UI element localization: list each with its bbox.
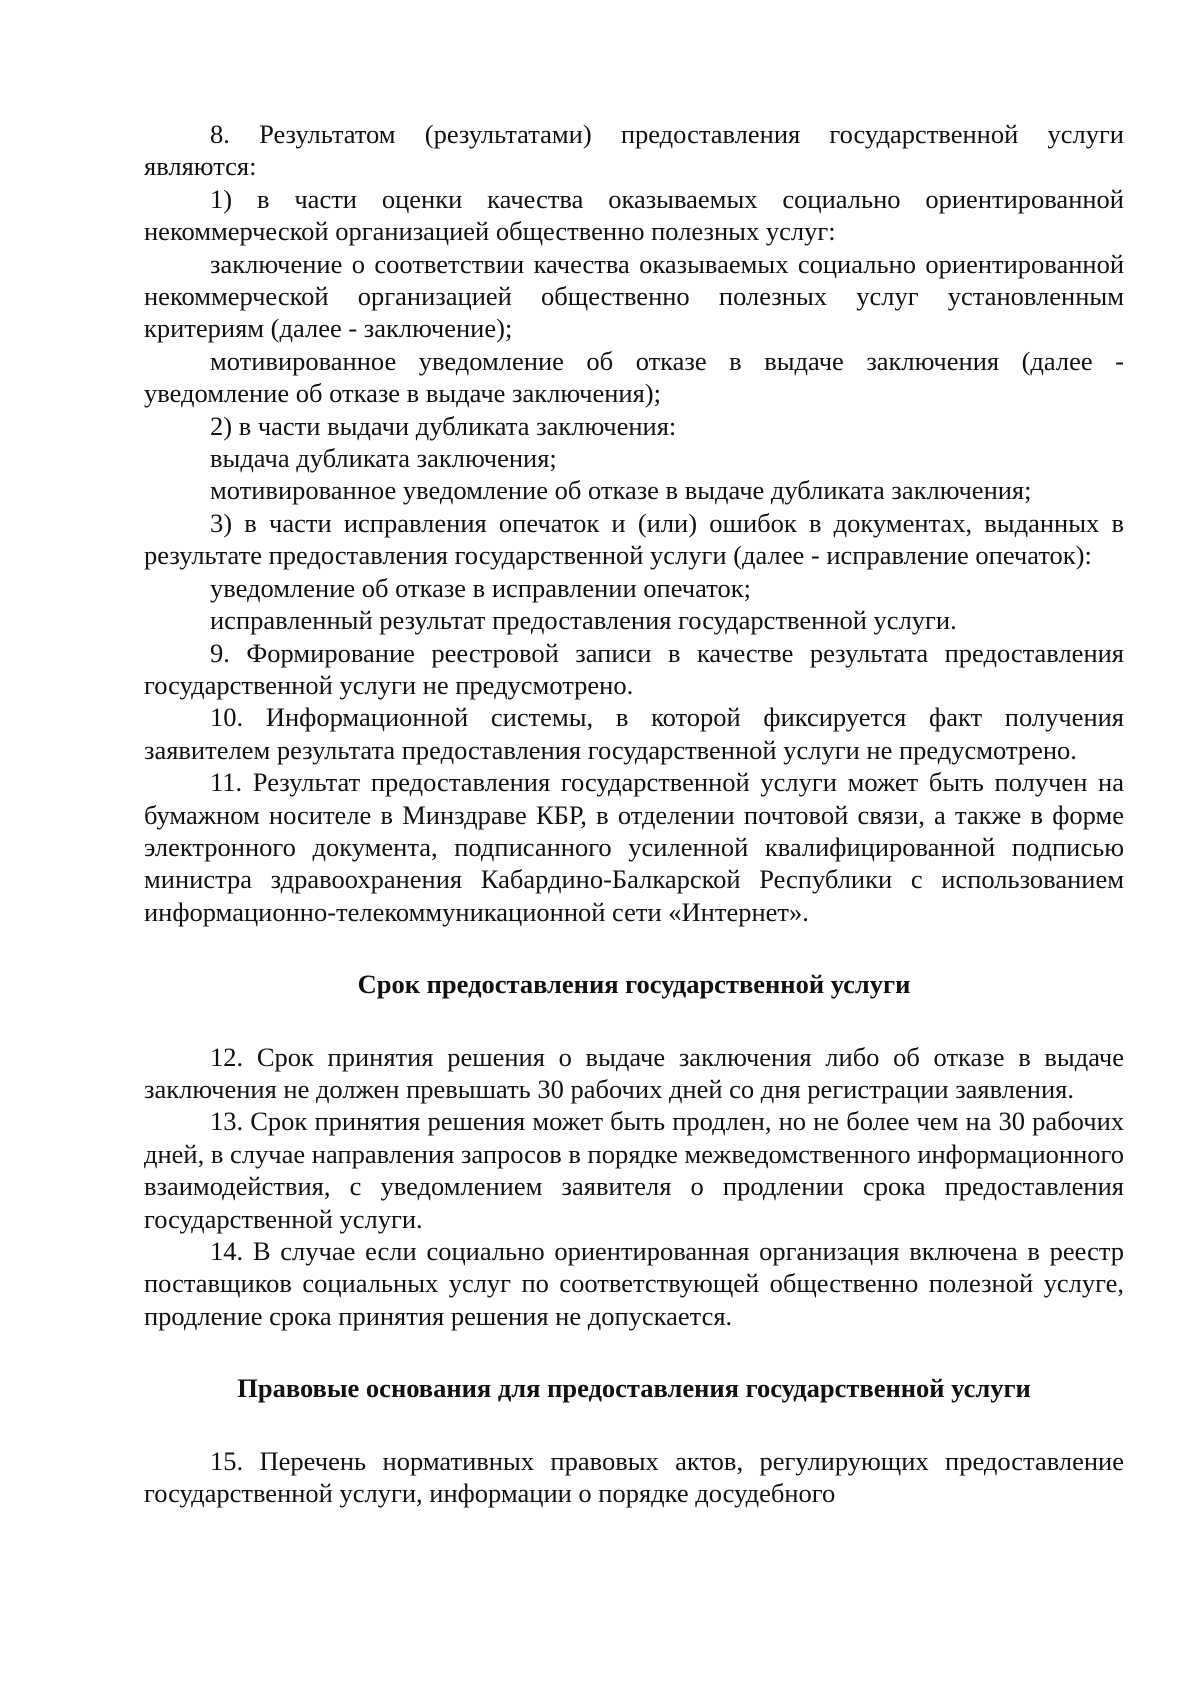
paragraph-8-item-1: 1) в части оценки качества оказываемых социально ориентированной некоммерческой организацией общественно полезных услуг: bbox=[144, 183, 1124, 247]
paragraph-9: 9. Формирование реестровой записи в качестве результата предоставления государственной услуги не предусмотрено. bbox=[144, 637, 1124, 700]
section-heading-term: Срок предоставления государственной услуги bbox=[357, 969, 911, 1000]
paragraph-8-item-3-refusal: уведомление об отказе в исправлении опечаток; bbox=[210, 572, 751, 603]
paragraph-15: 15. Перечень нормативных правовых актов, регулирующих предоставление государственной услуги, информации о порядке досудебного bbox=[144, 1445, 1124, 1509]
spacer bbox=[144, 1405, 1124, 1445]
spacer bbox=[144, 1001, 1124, 1041]
paragraph-10: 10. Информационной системы, в которой фиксируется факт получения заявителем результата предоставления государственной услуги не предусмотрено. bbox=[144, 702, 1124, 765]
paragraph-11: 11. Результат предоставления государственной услуги может быть получен на бумажном носителе в Минздраве КБР, в отделении почтовой связи, а также в форме электронного документа, подписанного усиленной квалифицированной подписью министра здравоохранения Кабардино-Балкарской Республики с использованием информационно-телекоммуникационной сети «Интернет». bbox=[144, 767, 1124, 927]
section-heading-legal-basis: Правовые основания для предоставления государственной услуги bbox=[237, 1373, 1031, 1404]
paragraph-13: 13. Срок принятия решения может быть продлен, но не более чем на 30 рабочих дней, в случае направления запросов в порядке межведомственного информационного взаимодействия, с уведомлением заявителя о продлении срока предоставления государственной услуги. bbox=[144, 1106, 1124, 1234]
paragraph-8-item-2-duplicate: выдача дубликата заключения; bbox=[210, 443, 557, 474]
spacer bbox=[144, 1332, 1124, 1372]
paragraph-14: 14. В случае если социально ориентированная организация включена в реестр поставщиков социальных услуг по соответствующей общественно полезной услуге, продление срока принятия решения не допускается. bbox=[144, 1236, 1124, 1331]
paragraph-8-item-3: 3) в части исправления опечаток и (или) ошибок в документах, выданных в результате предоставления государственной услуги (далее - исправление опечаток): bbox=[144, 507, 1124, 571]
paragraph-8-item-2: 2) в части выдачи дубликата заключения: bbox=[210, 410, 677, 441]
paragraph-8-item-2-refusal: мотивированное уведомление об отказе в выдаче дубликата заключения; bbox=[210, 475, 1032, 506]
paragraph-8-item-1-conclusion: заключение о соответствии качества оказываемых социально ориентированной некоммерческой организацией общественно полезных услуг установленным критериям (далее - заключение); bbox=[144, 248, 1124, 344]
spacer bbox=[144, 928, 1124, 968]
paragraph-8-item-3-corrected: исправленный результат предоставления государственной услуги. bbox=[210, 605, 957, 636]
paragraph-12: 12. Срок принятия решения о выдаче заключения либо об отказе в выдаче заключения не должен превышать 30 рабочих дней со дня регистрации заявления. bbox=[144, 1041, 1124, 1104]
paragraph-8-intro: 8. Результатом (результатами) предоставления государственной услуги являются: bbox=[144, 119, 1124, 182]
paragraph-8-item-1-refusal: мотивированное уведомление об отказе в выдаче заключения (далее - уведомление об отказе в выдаче заключения); bbox=[144, 345, 1124, 409]
document-page bbox=[144, 118, 1124, 1509]
